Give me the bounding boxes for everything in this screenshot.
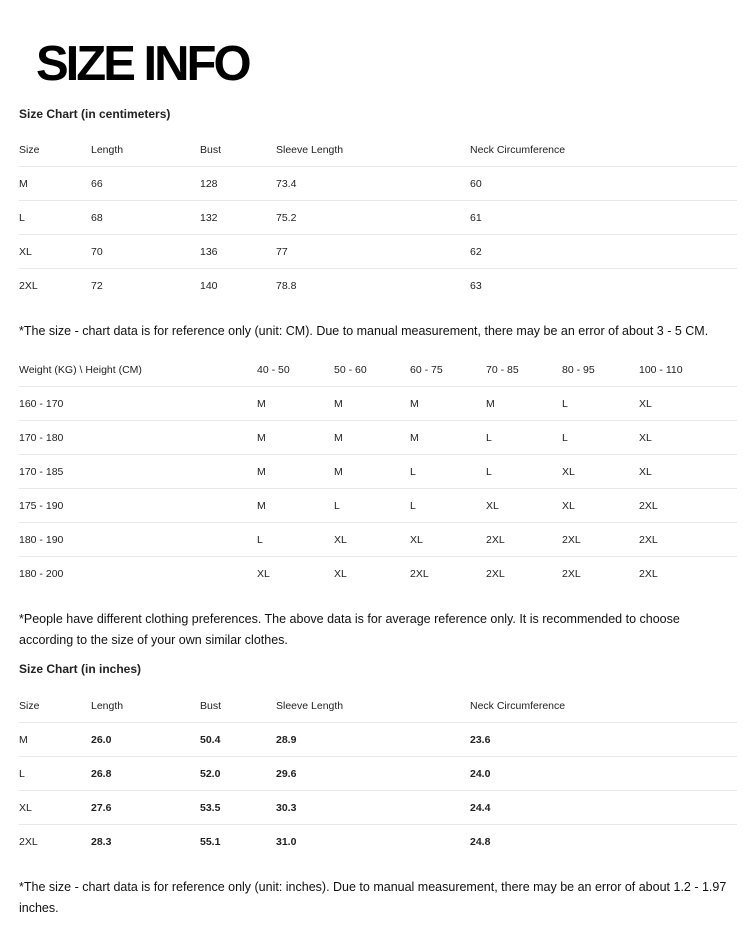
size-cell: XL [334, 523, 410, 557]
size-cell: L [562, 387, 639, 421]
neck-cell: 63 [470, 279, 482, 292]
sleeve-cell: 30.3 [276, 791, 470, 825]
size-cell: 2XL [562, 567, 581, 580]
bust-cell: 52.0 [200, 757, 276, 791]
size-cell: 2XL [639, 523, 737, 557]
size-cell: L [562, 421, 639, 455]
size-cell: L [486, 455, 562, 489]
size-cell: M [257, 455, 334, 489]
table-row [19, 167, 737, 201]
size-cell: XL [257, 567, 270, 580]
size-cell: XL [639, 455, 737, 489]
weight-range-cell: 160 - 170 [19, 387, 257, 421]
bust-cell: 128 [200, 167, 276, 201]
neck-cell: 24.8 [470, 835, 491, 848]
inch-chart-heading: Size Chart (in inches) [19, 662, 142, 676]
weight-range-cell: 180 - 200 [19, 567, 64, 580]
size-cell: M [410, 421, 486, 455]
size-cell: XL [410, 523, 486, 557]
column-header: Bust [200, 133, 276, 167]
sleeve-cell: 77 [276, 235, 470, 269]
table-row [19, 489, 737, 523]
size-cell: L [257, 523, 334, 557]
size-cell: M [257, 387, 334, 421]
cm-chart-note: *The size - chart data is for reference only (unit: CM). Due to manual measurement, there may be an error of about 3 - 5 CM. [19, 324, 709, 338]
size-cell: L [19, 201, 91, 235]
size-cell: XL [334, 567, 347, 580]
bust-cell: 55.1 [200, 835, 221, 848]
table-header-row [19, 133, 737, 167]
length-cell: 28.3 [91, 835, 112, 848]
length-cell: 72 [91, 279, 103, 292]
size-cell: M [257, 421, 334, 455]
column-header: 100 - 110 [639, 353, 737, 387]
weight-range-cell: 175 - 190 [19, 489, 257, 523]
table-row [19, 201, 737, 235]
size-cell: M [257, 489, 334, 523]
size-cell: XL [562, 455, 639, 489]
bust-cell: 140 [200, 279, 218, 292]
column-header: Neck Circumference [470, 133, 737, 167]
neck-cell: 24.4 [470, 791, 737, 825]
table-row [19, 791, 737, 825]
size-cell: 2XL [486, 567, 505, 580]
length-cell: 68 [91, 201, 200, 235]
neck-cell: 62 [470, 235, 737, 269]
size-cell: M [334, 421, 410, 455]
weight-range-cell: 170 - 180 [19, 421, 257, 455]
weight-range-cell: 170 - 185 [19, 455, 257, 489]
sleeve-cell: 29.6 [276, 757, 470, 791]
size-cell: L [486, 421, 562, 455]
size-cell: M [334, 387, 410, 421]
size-cell: XL [639, 387, 737, 421]
neck-cell: 24.0 [470, 757, 737, 791]
page-title: SIZE INFO [36, 37, 249, 91]
size-cell: 2XL [562, 523, 639, 557]
fit-table [19, 353, 737, 590]
sleeve-cell: 75.2 [276, 201, 470, 235]
neck-cell: 23.6 [470, 723, 737, 757]
column-header: Sleeve Length [276, 133, 470, 167]
column-header: Size [19, 133, 91, 167]
column-header: Weight (KG) \ Height (CM) [19, 353, 257, 387]
size-cell: XL [19, 235, 91, 269]
table-row [19, 757, 737, 791]
length-cell: 26.8 [91, 757, 200, 791]
size-cell: XL [562, 489, 639, 523]
fit-chart-note: *People have different clothing preferences. The above data is for average reference only. It is recommended to choose according to the size of your own similar clothes. [19, 612, 680, 647]
size-cell: M [19, 723, 91, 757]
size-cell: M [334, 455, 410, 489]
column-header: Length [91, 689, 200, 723]
size-cell: L [410, 455, 486, 489]
cm-chart-heading: Size Chart (in centimeters) [19, 107, 171, 121]
size-cell: 2XL [639, 489, 737, 523]
column-header: 50 - 60 [334, 353, 410, 387]
size-cell: 2XL [486, 523, 562, 557]
size-cell: XL [19, 791, 91, 825]
table-row [19, 523, 737, 557]
column-header: 70 - 85 [486, 353, 562, 387]
column-header: 80 - 95 [562, 353, 639, 387]
inch-size-table [19, 689, 737, 858]
neck-cell: 61 [470, 201, 737, 235]
column-header: Bust [200, 689, 276, 723]
table-row [19, 421, 737, 455]
size-cell: M [410, 387, 486, 421]
sleeve-cell: 31.0 [276, 835, 297, 848]
size-cell: L [334, 489, 410, 523]
column-header: 60 - 75 [410, 353, 486, 387]
table-row [19, 723, 737, 757]
column-header: Length [91, 133, 200, 167]
sleeve-cell: 78.8 [276, 279, 297, 292]
size-cell: L [19, 757, 91, 791]
sleeve-cell: 28.9 [276, 723, 470, 757]
bust-cell: 132 [200, 201, 276, 235]
table-row [19, 825, 737, 859]
size-cell: M [19, 167, 91, 201]
weight-range-cell: 180 - 190 [19, 523, 257, 557]
size-cell: M [486, 387, 562, 421]
table-row [19, 557, 737, 591]
column-header: 40 - 50 [257, 353, 334, 387]
size-cell: 2XL [639, 567, 658, 580]
size-cell: XL [486, 489, 562, 523]
column-header: Sleeve Length [276, 689, 470, 723]
size-cell: XL [639, 421, 737, 455]
bust-cell: 53.5 [200, 791, 276, 825]
length-cell: 70 [91, 235, 200, 269]
inch-chart-note: *The size - chart data is for reference only (unit: inches). Due to manual measurement, there may be an error of about 1.2 - 1.97 inches. [19, 880, 727, 915]
neck-cell: 60 [470, 167, 737, 201]
size-cell: 2XL [19, 279, 38, 292]
size-cell: 2XL [410, 567, 429, 580]
column-header: Size [19, 689, 91, 723]
table-row [19, 269, 737, 303]
length-cell: 26.0 [91, 723, 200, 757]
table-header-row [19, 353, 737, 387]
cm-size-table [19, 133, 737, 302]
size-cell: L [410, 489, 486, 523]
table-row [19, 387, 737, 421]
table-row [19, 235, 737, 269]
size-cell: 2XL [19, 835, 38, 848]
length-cell: 66 [91, 167, 200, 201]
table-row [19, 455, 737, 489]
bust-cell: 50.4 [200, 723, 276, 757]
length-cell: 27.6 [91, 791, 200, 825]
column-header: Neck Circumference [470, 689, 737, 723]
sleeve-cell: 73.4 [276, 167, 470, 201]
table-header-row [19, 689, 737, 723]
bust-cell: 136 [200, 235, 276, 269]
